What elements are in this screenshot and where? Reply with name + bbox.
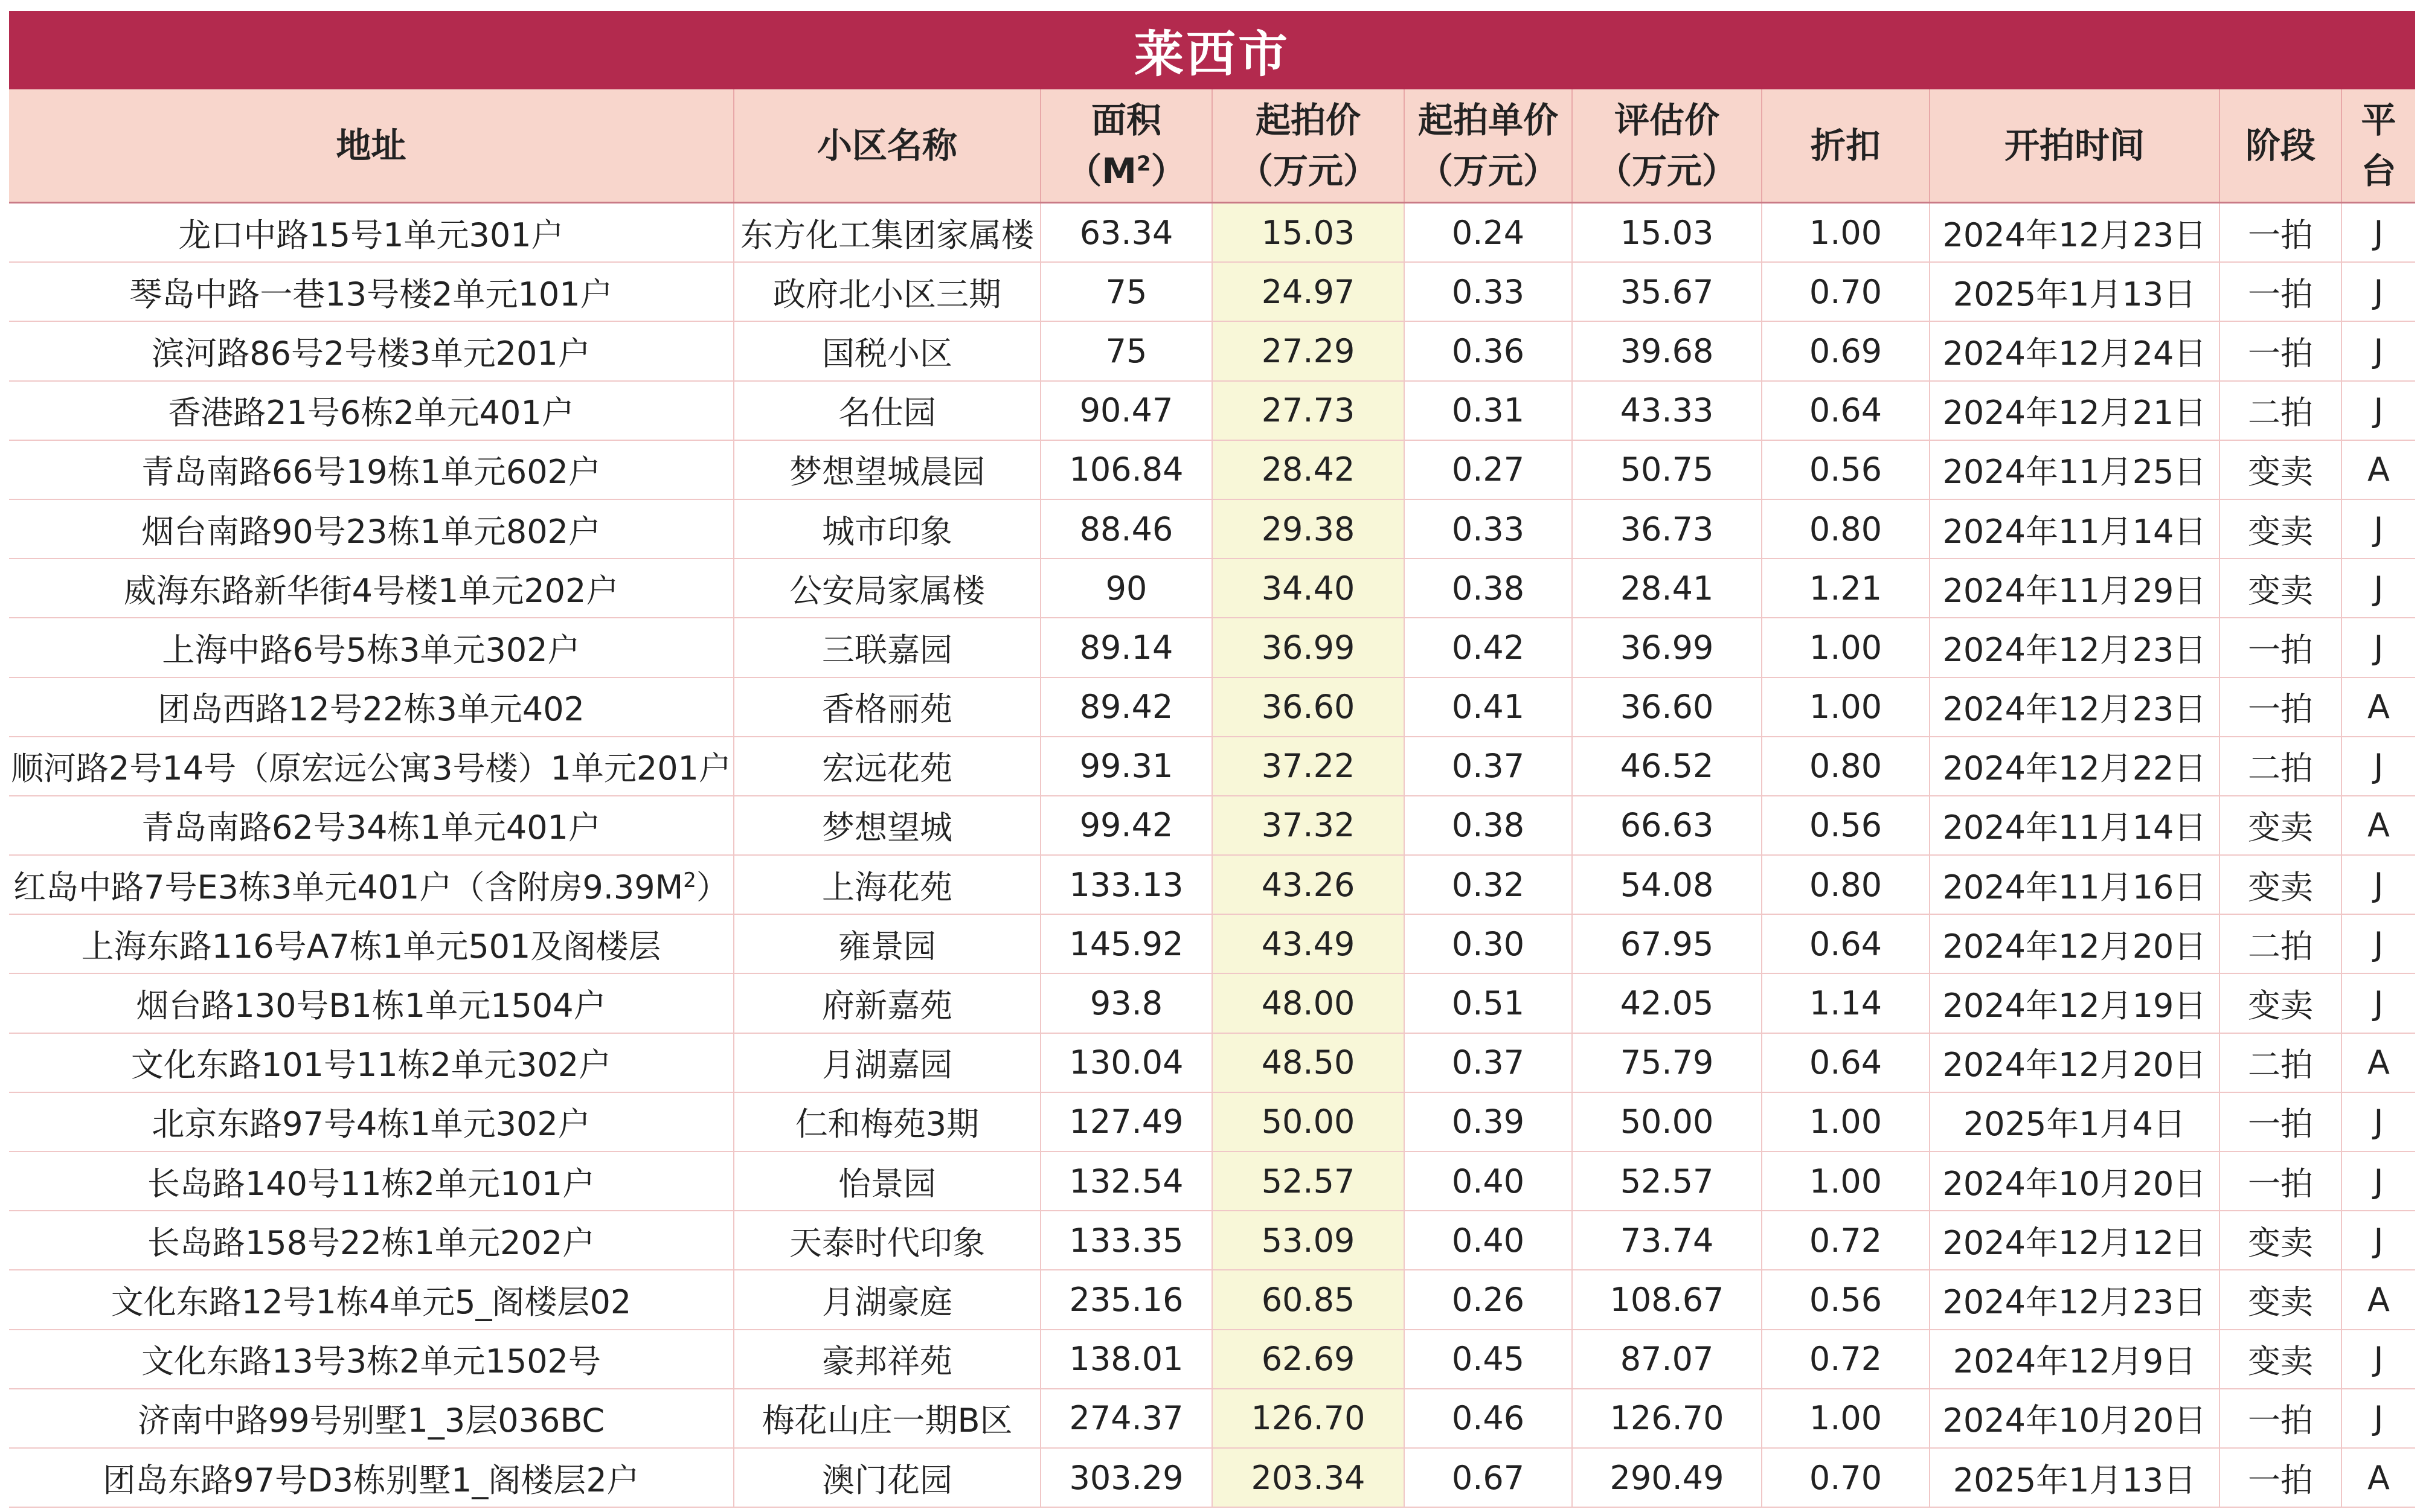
cell-area: 89.42 — [1041, 678, 1212, 737]
cell-address: 红岛中路7号E3栋3单元401户（含附房$9.39M^2$） — [9, 855, 734, 914]
cell-appraised-price: 36.73 — [1572, 499, 1762, 559]
table-row — [9, 1330, 2415, 1389]
table-row — [9, 262, 2415, 321]
cell-platform: A — [2341, 796, 2415, 855]
cell-appraised-price: 39.68 — [1572, 321, 1762, 380]
cell-starting-unit-price: 0.42 — [1404, 618, 1572, 677]
cell-stage: 变卖 — [2219, 1211, 2341, 1270]
cell-community-name: 府新嘉苑 — [734, 973, 1041, 1033]
cell-stage: 一拍 — [2219, 262, 2341, 321]
cell-community-name: 上海花苑 — [734, 855, 1041, 914]
cell-address: 长岛路158号22栋1单元202户 — [9, 1211, 734, 1270]
cell-starting-price: 37.32 — [1212, 796, 1404, 855]
cell-address: 上海中路6号5栋3单元302户 — [9, 618, 734, 677]
cell-stage: 变卖 — [2219, 855, 2341, 914]
cell-area: 89.14 — [1041, 618, 1212, 677]
cell-area: 90 — [1041, 559, 1212, 618]
table-row — [9, 855, 2415, 914]
cell-platform: J — [2341, 381, 2415, 440]
cell-address: 青岛南路62号34栋1单元401户 — [9, 796, 734, 855]
cell-address: 龙口中路15号1单元301户 — [9, 203, 734, 263]
cell-starting-unit-price: 0.36 — [1404, 321, 1572, 380]
cell-community-name: 天泰时代印象 — [734, 1211, 1041, 1270]
cell-auction-date: 2024年10月20日 — [1930, 1152, 2219, 1211]
cell-area: 132.54 — [1041, 1152, 1212, 1211]
cell-stage: 一拍 — [2219, 1448, 2341, 1507]
cell-area: 138.01 — [1041, 1330, 1212, 1389]
cell-area: 130.04 — [1041, 1033, 1212, 1092]
cell-starting-price: 27.73 — [1212, 381, 1404, 440]
cell-platform: J — [2341, 618, 2415, 677]
cell-auction-date: 2024年12月24日 — [1930, 321, 2219, 380]
cell-address: 北京东路97号4栋1单元302户 — [9, 1092, 734, 1152]
table-row — [9, 440, 2415, 499]
cell-community-name: 仁和梅苑3期 — [734, 1092, 1041, 1152]
cell-community-name: 宏远花苑 — [734, 737, 1041, 796]
cell-discount: 1.00 — [1762, 618, 1930, 677]
cell-starting-price: 53.09 — [1212, 1211, 1404, 1270]
cell-address: 威海东路新华街4号楼1单元202户 — [9, 559, 734, 618]
cell-discount: 0.56 — [1762, 440, 1930, 499]
cell-platform: J — [2341, 1092, 2415, 1152]
cell-community-name: 怡景园 — [734, 1152, 1041, 1211]
cell-area: 93.8 — [1041, 973, 1212, 1033]
cell-appraised-price: 75.79 — [1572, 1033, 1762, 1092]
cell-appraised-price: 43.33 — [1572, 381, 1762, 440]
cell-starting-unit-price: 0.33 — [1404, 499, 1572, 559]
cell-starting-unit-price: 0.40 — [1404, 1152, 1572, 1211]
table-row — [9, 678, 2415, 737]
cell-starting-unit-price: 0.45 — [1404, 1330, 1572, 1389]
cell-area: 90.47 — [1041, 381, 1212, 440]
cell-community-name: 豪邦祥苑 — [734, 1330, 1041, 1389]
header-stage: 阶段 — [2219, 89, 2341, 203]
cell-address: 上海东路116号A7栋1单元501及阁楼层 — [9, 914, 734, 973]
cell-platform: J — [2341, 1211, 2415, 1270]
cell-auction-date: 2024年12月22日 — [1930, 737, 2219, 796]
cell-starting-unit-price: 0.40 — [1404, 1211, 1572, 1270]
cell-area: 63.34 — [1041, 203, 1212, 263]
cell-starting-price: 29.38 — [1212, 499, 1404, 559]
cell-community-name: 城市印象 — [734, 499, 1041, 559]
cell-address: 济南中路99号别墅1_3层036BC — [9, 1389, 734, 1448]
cell-discount: 0.69 — [1762, 321, 1930, 380]
cell-platform: J — [2341, 559, 2415, 618]
table-row — [9, 737, 2415, 796]
cell-platform: J — [2341, 262, 2415, 321]
cell-appraised-price: 52.57 — [1572, 1152, 1762, 1211]
cell-stage: 一拍 — [2219, 321, 2341, 380]
table-row — [9, 1211, 2415, 1270]
cell-auction-date: 2024年12月23日 — [1930, 678, 2219, 737]
cell-appraised-price: 50.75 — [1572, 440, 1762, 499]
cell-starting-price: 50.00 — [1212, 1092, 1404, 1152]
table-row — [9, 1389, 2415, 1448]
cell-stage: 一拍 — [2219, 618, 2341, 677]
cell-appraised-price: 67.95 — [1572, 914, 1762, 973]
cell-stage: 一拍 — [2219, 203, 2341, 263]
cell-auction-date: 2024年12月21日 — [1930, 381, 2219, 440]
cell-community-name: 梦想望城晨园 — [734, 440, 1041, 499]
sheet-title: 莱西市 — [9, 11, 2415, 89]
cell-address: 青岛南路66号19栋1单元602户 — [9, 440, 734, 499]
cell-area: 235.16 — [1041, 1270, 1212, 1329]
cell-discount: 1.14 — [1762, 973, 1930, 1033]
cell-area: 75 — [1041, 262, 1212, 321]
table-row — [9, 796, 2415, 855]
cell-starting-price: 126.70 — [1212, 1389, 1404, 1448]
cell-community-name: 三联嘉园 — [734, 618, 1041, 677]
cell-discount: 0.56 — [1762, 1270, 1930, 1329]
cell-starting-price: 60.85 — [1212, 1270, 1404, 1329]
cell-stage: 二拍 — [2219, 737, 2341, 796]
cell-auction-date: 2024年11月16日 — [1930, 855, 2219, 914]
cell-address: 团岛西路12号22栋3单元402 — [9, 678, 734, 737]
cell-area: 274.37 — [1041, 1389, 1212, 1448]
header-row — [9, 89, 2415, 203]
cell-address: 文化东路101号11栋2单元302户 — [9, 1033, 734, 1092]
cell-auction-date: 2025年1月13日 — [1930, 262, 2219, 321]
table-row — [9, 1270, 2415, 1329]
cell-auction-date: 2024年12月23日 — [1930, 203, 2219, 263]
header-starting-unit-price: 起拍单价 （万元） — [1404, 89, 1572, 203]
cell-community-name: 梅花山庄一期B区 — [734, 1389, 1041, 1448]
cell-platform: J — [2341, 1389, 2415, 1448]
cell-appraised-price: 36.99 — [1572, 618, 1762, 677]
cell-community-name: 公安局家属楼 — [734, 559, 1041, 618]
cell-area: 75 — [1041, 321, 1212, 380]
cell-stage: 变卖 — [2219, 796, 2341, 855]
cell-address: 长岛路140号11栋2单元101户 — [9, 1152, 734, 1211]
cell-community-name: 名仕园 — [734, 381, 1041, 440]
cell-discount: 0.70 — [1762, 262, 1930, 321]
cell-auction-date: 2024年12月9日 — [1930, 1330, 2219, 1389]
table-body — [9, 203, 2415, 1508]
cell-area: 127.49 — [1041, 1092, 1212, 1152]
cell-starting-price: 48.00 — [1212, 973, 1404, 1033]
cell-platform: J — [2341, 737, 2415, 796]
cell-platform: A — [2341, 440, 2415, 499]
header-starting-price: 起拍价 （万元） — [1212, 89, 1404, 203]
cell-starting-unit-price: 0.24 — [1404, 203, 1572, 263]
cell-platform: J — [2341, 855, 2415, 914]
cell-platform: A — [2341, 1270, 2415, 1329]
cell-starting-unit-price: 0.46 — [1404, 1389, 1572, 1448]
cell-appraised-price: 15.03 — [1572, 203, 1762, 263]
cell-starting-unit-price: 0.41 — [1404, 678, 1572, 737]
cell-community-name: 月湖豪庭 — [734, 1270, 1041, 1329]
cell-appraised-price: 73.74 — [1572, 1211, 1762, 1270]
table-row — [9, 381, 2415, 440]
cell-platform: J — [2341, 321, 2415, 380]
cell-platform: J — [2341, 1152, 2415, 1211]
cell-appraised-price: 290.49 — [1572, 1448, 1762, 1507]
cell-starting-price: 15.03 — [1212, 203, 1404, 263]
cell-area: 133.13 — [1041, 855, 1212, 914]
cell-stage: 变卖 — [2219, 440, 2341, 499]
cell-appraised-price: 36.60 — [1572, 678, 1762, 737]
cell-address: 香港路21号6栋2单元401户 — [9, 381, 734, 440]
cell-discount: 1.00 — [1762, 1092, 1930, 1152]
cell-discount: 0.72 — [1762, 1330, 1930, 1389]
cell-discount: 0.80 — [1762, 855, 1930, 914]
cell-appraised-price: 46.52 — [1572, 737, 1762, 796]
header-address: 地址 — [9, 89, 734, 203]
cell-appraised-price: 50.00 — [1572, 1092, 1762, 1152]
table-row — [9, 321, 2415, 380]
cell-starting-unit-price: 0.26 — [1404, 1270, 1572, 1329]
cell-address: 烟台路130号B1栋1单元1504户 — [9, 973, 734, 1033]
cell-auction-date: 2024年12月12日 — [1930, 1211, 2219, 1270]
cell-area: 99.31 — [1041, 737, 1212, 796]
cell-community-name: 月湖嘉园 — [734, 1033, 1041, 1092]
cell-stage: 变卖 — [2219, 973, 2341, 1033]
cell-platform: J — [2341, 1330, 2415, 1389]
cell-starting-unit-price: 0.33 — [1404, 262, 1572, 321]
cell-discount: 1.21 — [1762, 559, 1930, 618]
cell-stage: 一拍 — [2219, 1092, 2341, 1152]
header-discount: 折扣 — [1762, 89, 1930, 203]
cell-starting-unit-price: 0.30 — [1404, 914, 1572, 973]
table-row — [9, 1092, 2415, 1152]
cell-area: 145.92 — [1041, 914, 1212, 973]
table-row — [9, 559, 2415, 618]
table-row — [9, 1152, 2415, 1211]
cell-area: 133.35 — [1041, 1211, 1212, 1270]
cell-auction-date: 2024年12月20日 — [1930, 914, 2219, 973]
cell-auction-date: 2024年11月29日 — [1930, 559, 2219, 618]
cell-discount: 1.00 — [1762, 1152, 1930, 1211]
cell-address: 滨河路86号2号楼3单元201户 — [9, 321, 734, 380]
cell-starting-unit-price: 0.39 — [1404, 1092, 1572, 1152]
cell-community-name: 香格丽苑 — [734, 678, 1041, 737]
cell-appraised-price: 108.67 — [1572, 1270, 1762, 1329]
cell-discount: 1.00 — [1762, 203, 1930, 263]
cell-community-name: 国税小区 — [734, 321, 1041, 380]
cell-platform: A — [2341, 1033, 2415, 1092]
cell-area: 303.29 — [1041, 1448, 1212, 1507]
cell-auction-date: 2025年1月4日 — [1930, 1092, 2219, 1152]
table-row — [9, 1448, 2415, 1507]
listing-sheet — [9, 11, 2415, 1508]
cell-auction-date: 2024年11月14日 — [1930, 796, 2219, 855]
cell-area: 106.84 — [1041, 440, 1212, 499]
cell-appraised-price: 87.07 — [1572, 1330, 1762, 1389]
cell-platform: J — [2341, 914, 2415, 973]
cell-platform: J — [2341, 203, 2415, 263]
cell-starting-price: 52.57 — [1212, 1152, 1404, 1211]
cell-stage: 一拍 — [2219, 1152, 2341, 1211]
table-row — [9, 1033, 2415, 1092]
cell-appraised-price: 42.05 — [1572, 973, 1762, 1033]
cell-discount: 0.56 — [1762, 796, 1930, 855]
table-row — [9, 973, 2415, 1033]
cell-starting-price: 48.50 — [1212, 1033, 1404, 1092]
table-row — [9, 499, 2415, 559]
cell-platform: A — [2341, 1448, 2415, 1507]
cell-auction-date: 2024年11月25日 — [1930, 440, 2219, 499]
cell-starting-price: 28.42 — [1212, 440, 1404, 499]
cell-starting-price: 62.69 — [1212, 1330, 1404, 1389]
cell-auction-date: 2024年11月14日 — [1930, 499, 2219, 559]
cell-address: 琴岛中路一巷13号楼2单元101户 — [9, 262, 734, 321]
cell-appraised-price: 35.67 — [1572, 262, 1762, 321]
cell-starting-unit-price: 0.32 — [1404, 855, 1572, 914]
cell-address: 烟台南路90号23栋1单元802户 — [9, 499, 734, 559]
cell-auction-date: 2025年1月13日 — [1930, 1448, 2219, 1507]
cell-starting-price: 36.99 — [1212, 618, 1404, 677]
cell-appraised-price: 66.63 — [1572, 796, 1762, 855]
cell-starting-price: 34.40 — [1212, 559, 1404, 618]
cell-address: 文化东路12号1栋4单元5_阁楼层02 — [9, 1270, 734, 1329]
cell-starting-price: 36.60 — [1212, 678, 1404, 737]
cell-starting-unit-price: 0.37 — [1404, 737, 1572, 796]
cell-discount: 0.80 — [1762, 737, 1930, 796]
cell-address: 团岛东路97号D3栋别墅1_阁楼层2户 — [9, 1448, 734, 1507]
cell-auction-date: 2024年10月20日 — [1930, 1389, 2219, 1448]
cell-starting-unit-price: 0.51 — [1404, 973, 1572, 1033]
table-row — [9, 914, 2415, 973]
cell-stage: 二拍 — [2219, 1033, 2341, 1092]
cell-platform: J — [2341, 973, 2415, 1033]
cell-auction-date: 2024年12月19日 — [1930, 973, 2219, 1033]
cell-stage: 一拍 — [2219, 678, 2341, 737]
cell-starting-unit-price: 0.27 — [1404, 440, 1572, 499]
cell-discount: 1.00 — [1762, 678, 1930, 737]
cell-starting-price: 37.22 — [1212, 737, 1404, 796]
listing-table — [9, 89, 2415, 1508]
cell-starting-unit-price: 0.38 — [1404, 559, 1572, 618]
cell-starting-price: 43.26 — [1212, 855, 1404, 914]
header-platform: 平 台 — [2341, 89, 2415, 203]
cell-address: 文化东路13号3栋2单元1502号 — [9, 1330, 734, 1389]
cell-appraised-price: 28.41 — [1572, 559, 1762, 618]
cell-area: 88.46 — [1041, 499, 1212, 559]
cell-discount: 0.64 — [1762, 1033, 1930, 1092]
header-area: 面积 $(M^2)$ — [1041, 89, 1212, 203]
cell-stage: 变卖 — [2219, 499, 2341, 559]
cell-community-name: 东方化工集团家属楼 — [734, 203, 1041, 263]
cell-stage: 二拍 — [2219, 381, 2341, 440]
cell-discount: 0.64 — [1762, 381, 1930, 440]
cell-starting-unit-price: 0.38 — [1404, 796, 1572, 855]
cell-auction-date: 2024年12月20日 — [1930, 1033, 2219, 1092]
header-community-name: 小区名称 — [734, 89, 1041, 203]
cell-starting-unit-price: 0.67 — [1404, 1448, 1572, 1507]
cell-stage: 变卖 — [2219, 559, 2341, 618]
cell-auction-date: 2024年12月23日 — [1930, 618, 2219, 677]
cell-community-name: 雍景园 — [734, 914, 1041, 973]
cell-stage: 变卖 — [2219, 1270, 2341, 1329]
cell-discount: 0.70 — [1762, 1448, 1930, 1507]
cell-discount: 1.00 — [1762, 1389, 1930, 1448]
cell-platform: A — [2341, 678, 2415, 737]
cell-community-name: 梦想望城 — [734, 796, 1041, 855]
cell-starting-unit-price: 0.31 — [1404, 381, 1572, 440]
header-appraised-price: 评估价 （万元） — [1572, 89, 1762, 203]
cell-starting-price: 43.49 — [1212, 914, 1404, 973]
cell-area: 99.42 — [1041, 796, 1212, 855]
cell-stage: 变卖 — [2219, 1330, 2341, 1389]
cell-discount: 0.72 — [1762, 1211, 1930, 1270]
cell-stage: 一拍 — [2219, 1389, 2341, 1448]
cell-starting-price: 203.34 — [1212, 1448, 1404, 1507]
cell-stage: 二拍 — [2219, 914, 2341, 973]
cell-starting-unit-price: 0.37 — [1404, 1033, 1572, 1092]
cell-discount: 0.80 — [1762, 499, 1930, 559]
cell-appraised-price: 54.08 — [1572, 855, 1762, 914]
cell-auction-date: 2024年12月23日 — [1930, 1270, 2219, 1329]
table-row — [9, 203, 2415, 263]
cell-community-name: 澳门花园 — [734, 1448, 1041, 1507]
cell-starting-price: 24.97 — [1212, 262, 1404, 321]
cell-community-name: 政府北小区三期 — [734, 262, 1041, 321]
cell-address: 顺河路2号14号（原宏远公寓3号楼）1单元201户 — [9, 737, 734, 796]
table-row — [9, 618, 2415, 677]
cell-discount: 0.64 — [1762, 914, 1930, 973]
header-auction-date: 开拍时间 — [1930, 89, 2219, 203]
cell-appraised-price: 126.70 — [1572, 1389, 1762, 1448]
cell-platform: J — [2341, 499, 2415, 559]
cell-starting-price: 27.29 — [1212, 321, 1404, 380]
